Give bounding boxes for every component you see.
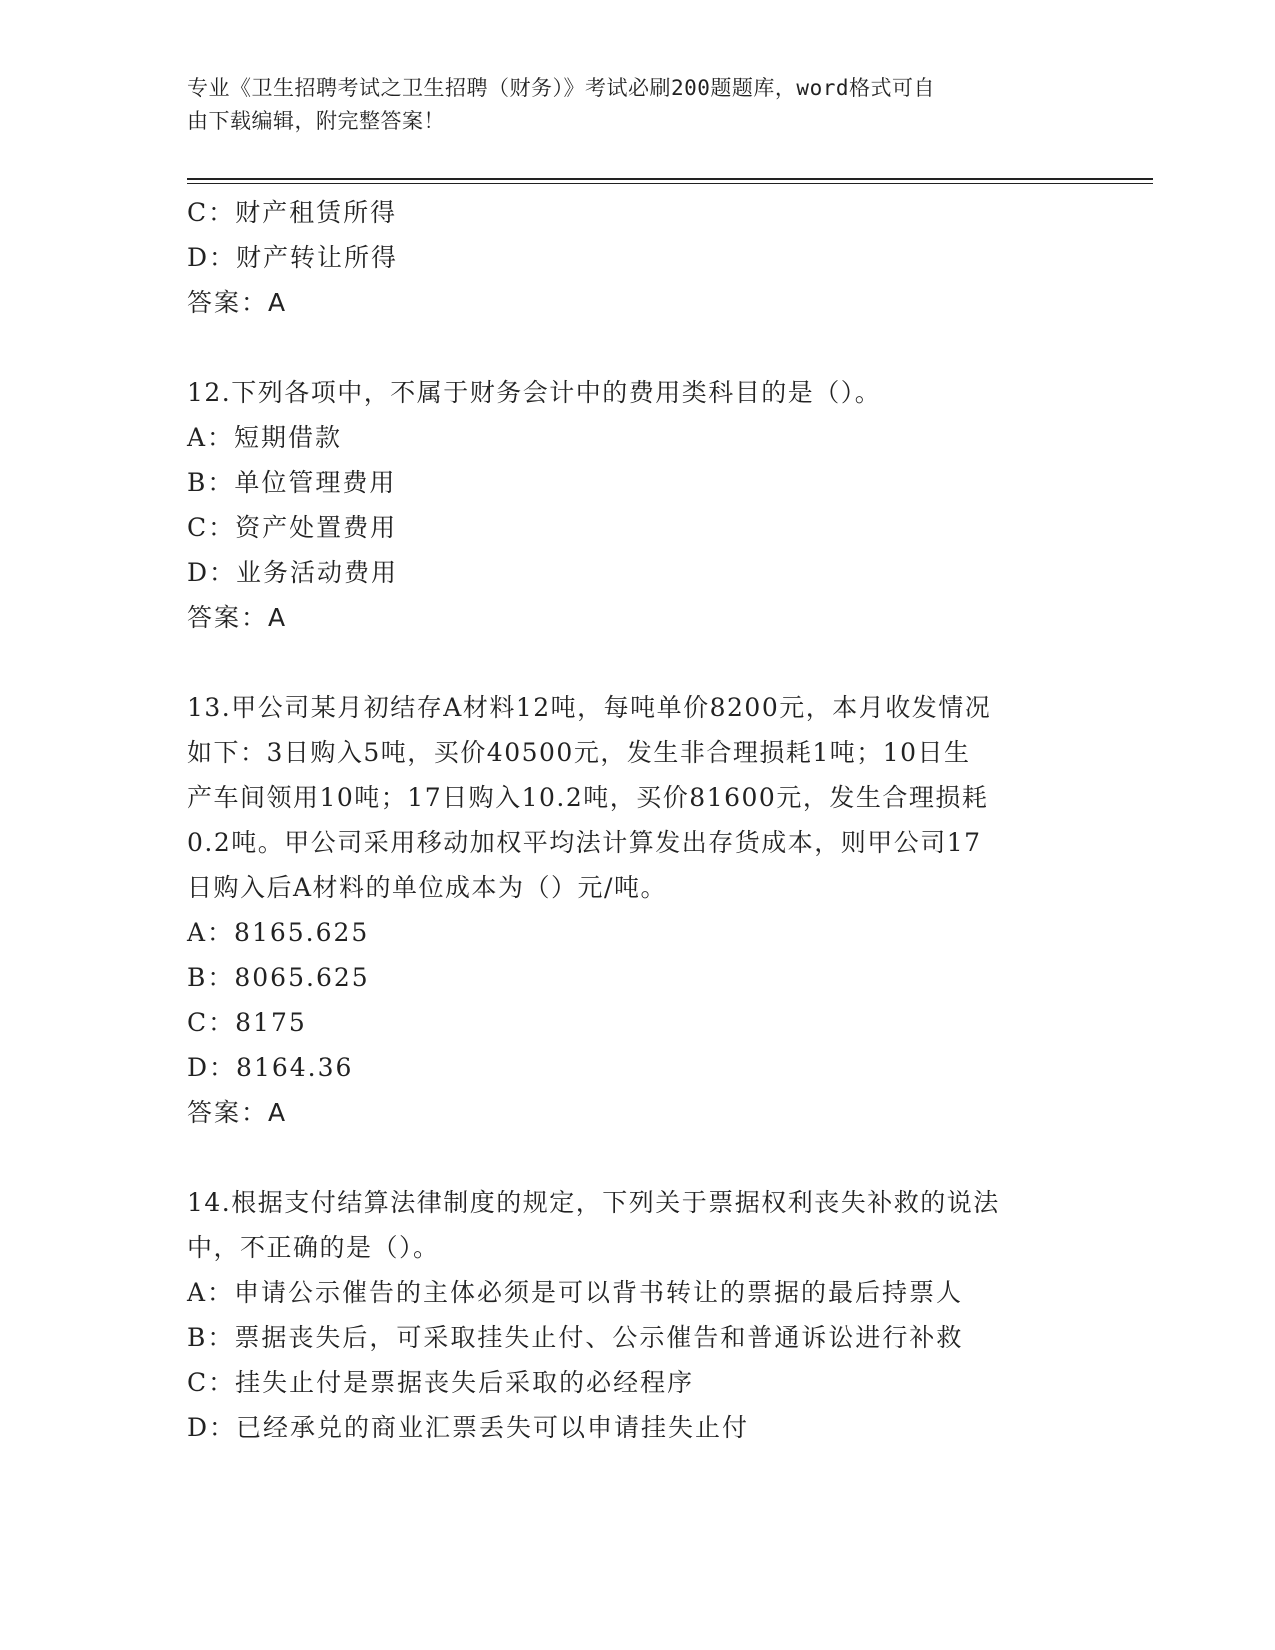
option-a: A：申请公示催告的主体必须是可以背书转让的票据的最后持票人 [187, 1278, 964, 1307]
question-stem-line: 中，不正确的是（）。 [187, 1233, 440, 1262]
option-b: B：单位管理费用 [187, 468, 397, 497]
spacer [187, 641, 1087, 685]
option-a: A：短期借款 [187, 423, 343, 452]
spacer [187, 1136, 1087, 1180]
answer-line: 答案：A [187, 288, 288, 317]
question-stem-line: 13.甲公司某月初结存A材料12吨，每吨单价8200元，本月收发情况 [187, 693, 992, 722]
question-stem-line: 14.根据支付结算法律制度的规定，下列关于票据权利丧失补救的说法 [187, 1188, 1000, 1217]
option-d: D：业务活动费用 [187, 558, 399, 587]
question-stem-line: 产车间领用10吨；17日购入10.2吨，买价81600元，发生合理损耗 [187, 783, 989, 812]
question-stem-line: 0.2吨。甲公司采用移动加权平均法计算发出存货成本，则甲公司17 [187, 828, 982, 857]
spacer [187, 326, 1087, 370]
question-stem: 12.下列各项中，不属于财务会计中的费用类科目的是（）。 [187, 378, 882, 407]
previous-question-tail [187, 190, 1087, 326]
option-d: D：财产转让所得 [187, 243, 399, 272]
option-a: A：8165.625 [187, 918, 370, 947]
option-d: D：8164.36 [187, 1053, 354, 1082]
option-c: C：8175 [187, 1008, 307, 1037]
option-d: D：已经承兑的商业汇票丢失可以申请挂失止付 [187, 1413, 750, 1442]
question-13 [187, 685, 1087, 1136]
option-c: C：资产处置费用 [187, 513, 398, 542]
header-divider-thin [187, 183, 1153, 184]
header-line-1: 专业《卫生招聘考试之卫生招聘（财务）》考试必刷200题题库，word格式可自 [187, 76, 935, 100]
option-b: B：8065.625 [187, 963, 370, 992]
document-body [187, 190, 1087, 1450]
option-c: C：挂失止付是票据丧失后采取的必经程序 [187, 1368, 695, 1397]
header-divider-thick [187, 178, 1153, 180]
header-line-2: 由下载编辑，附完整答案！ [187, 109, 445, 133]
question-stem-line: 日购入后A材料的单位成本为（）元/吨。 [187, 873, 667, 902]
question-14 [187, 1180, 1087, 1450]
option-c: C：财产租赁所得 [187, 198, 398, 227]
document-header [187, 72, 1067, 138]
answer-line: 答案：A [187, 603, 288, 632]
question-12 [187, 370, 1087, 641]
option-b: B：票据丧失后，可采取挂失止付、公示催告和普通诉讼进行补救 [187, 1323, 964, 1352]
question-stem-line: 如下：3日购入5吨，买价40500元，发生非合理损耗1吨；10日生 [187, 738, 971, 767]
answer-line: 答案：A [187, 1098, 288, 1127]
